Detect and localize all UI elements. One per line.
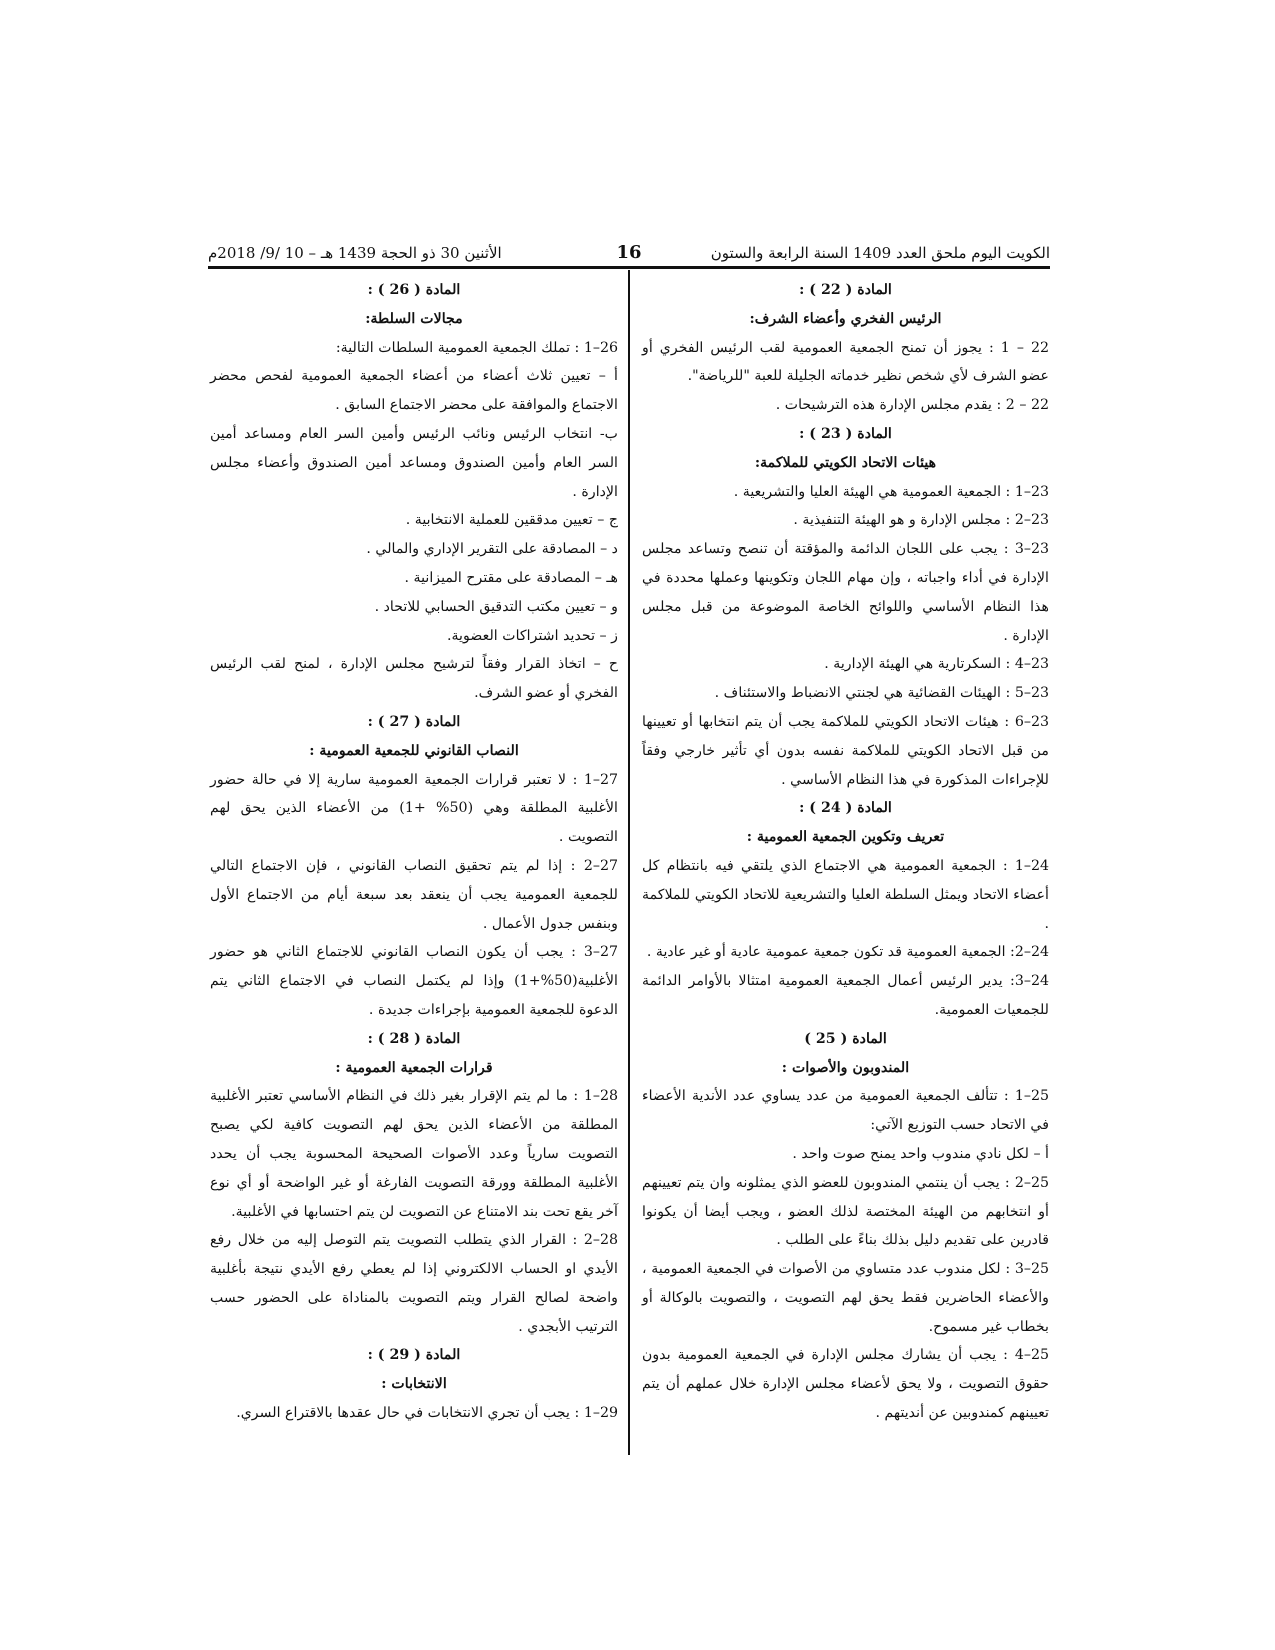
right-column (642, 276, 1049, 1428)
left-column (210, 276, 618, 1428)
article-clause: ح – اتخاذ القرار وفقاً لترشيح مجلس الإدارة ، لمنح لقب الرئيس الفخري أو عضو الشرف. (210, 656, 618, 702)
article-clause: 28–1 : ما لم يتم الإقرار بغير ذلك في النظام الأساسي تعتبر الأغلبية المطلقة من الأعضاء الذين يحق لهم التصويت كافية لكي يصبح التصويت سارياً وعدد الأصوات الصحيحة المحسوبة يجب أن يحدد الأغلبية المطلقة وورقة التصويت الفارغة أو غير الواضحة أو أي نوع آخر يقع تحت بند الامتناع عن التصويت لن يتم احتسابها في الأغلبية. (210, 1088, 618, 1220)
article-clause: 24–1 : الجمعية العمومية هي الاجتماع الذي يلتقي فيه بانتظام كل أعضاء الاتحاد ويمثل السلطة العليا والتشريعية للاتحاد الكويتي للملاكمة . (642, 857, 1049, 932)
article-clause: 25–3 : لكل مندوب عدد متساوي من الأصوات في الجمعية العمومية ، والأعضاء الحاضرين فقط يحق لهم التصويت ، والتصويت بالوكالة أو بخطاب غير مسموح. (642, 1261, 1049, 1335)
article-heading: مجالات السلطة: (365, 310, 463, 327)
page-number: 16 (616, 242, 642, 263)
article-clause: 23–2 : مجلس الإدارة و هو الهيئة التنفيذية . (793, 512, 1049, 529)
article-clause: 25–1 : تتألف الجمعية العمومية من عدد يساوي عدد الأندية الأعضاء في الاتحاد حسب التوزيع الآتي: (642, 1088, 1049, 1134)
article-heading: المادة ( 27 ) : (367, 713, 461, 730)
article-clause: 27–3 : يجب أن يكون النصاب القانوني للاجتماع الثاني هو حضور الأغلبية(50%+1) وإذا لم يكتمل النصاب في الاجتماع الثاني يتم الدعوة للجمعية العمومية بإجراءات جديدة . (210, 944, 618, 1018)
article-clause: ب- انتخاب الرئيس ونائب الرئيس وأمين السر العام ومساعد أمين السر العام وأمين الصندوق ومساعد أمين الصندوق وأعضاء مجلس الإدارة . (210, 425, 618, 500)
column-divider (628, 270, 630, 1455)
article-heading: المندوبون والأصوات : (781, 1059, 910, 1076)
article-clause: 23–3 : يجب على اللجان الدائمة والمؤقتة أن تنصح وتساعد مجلس الإدارة في أداء واجباته ، وإن مهام اللجان وتكوينها وعملها محددة في هذا النظام الأساسي واللوائح الخاصة الموضوعة من قبل مجلس الإدارة . (642, 541, 1049, 644)
article-clause: 24–3: يدير الرئيس أعمال الجمعية العمومية امتثالا بالأوامر الدائمة للجمعيات العمومية. (642, 973, 1049, 1018)
article-heading: الرئيس الفخري وأعضاء الشرف: (749, 310, 942, 327)
page-header (208, 240, 1050, 268)
article-clause: 29–1 : يجب أن تجري الانتخابات في حال عقدها بالاقتراع السري. (236, 1405, 618, 1422)
article-clause: 22 – 1 : يجوز أن تمنح الجمعية العمومية لقب الرئيس الفخري أو عضو الشرف لأي شخص نظير خدماته الجليلة للعبة "للرياضة". (642, 339, 1049, 385)
article-clause: 27–2 : إذا لم يتم تحقيق النصاب القانوني ، فإن الاجتماع التالي للجمعية العمومية يجب أن ينعقد بعد سبعة أيام من الاجتماع الأول وبنفس جدول الأعمال . (210, 857, 618, 932)
article-clause: 26–1 : تملك الجمعية العمومية السلطات التالية: (335, 339, 618, 356)
article-heading: تعريف وتكوين الجمعية العمومية : (746, 829, 945, 846)
article-clause: ز – تحديد اشتراكات العضوية. (446, 627, 618, 644)
article-clause: و – تعيين مكتب التدقيق الحسابي للاتحاد . (374, 598, 618, 615)
issue-date: الأثنين 30 ذو الحجة 1439 هـ – 10 /9/ 2018م (208, 244, 502, 262)
article-clause: 23–4 : السكرتارية هي الهيئة الإدارية . (824, 656, 1049, 673)
article-clause: 25–4 : يجب أن يشارك مجلس الإدارة في الجمعية العمومية بدون حقوق التصويت ، ولا يحق لأعضاء مجلس الإدارة خلال عملهم أن يتم تعيينهم كمندوبين عن أنديتهم . (642, 1347, 1049, 1422)
article-clause: أ – لكل نادي مندوب واحد يمنح صوت واحد . (792, 1145, 1049, 1162)
article-heading: المادة ( 26 ) : (367, 282, 461, 298)
article-heading: المادة ( 23 ) : (799, 425, 892, 442)
article-clause: 28–2 : القرار الذي يتطلب التصويت يتم التوصل إليه من خلال رفع الأيدي او الحساب الالكتروني إذا لم يعطي رفع الأيدي نتيجة بأغلبية واضحة لصالح القرار ويتم التصويت بالمناداة على الحضور حسب الترتيب الأبجدي . (210, 1232, 618, 1335)
article-clause: 24–2: الجمعية العمومية قد تكون جمعية عمومية عادية أو غير عادية . (646, 944, 1049, 961)
article-clause: 23–5 : الهيئات القضائية هي لجنتي الانضباط والاستئناف . (714, 685, 1049, 702)
article-heading: النصاب القانوني للجمعية العمومية : (309, 742, 519, 759)
article-clause: أ – تعيين ثلاث أعضاء من أعضاء الجمعية العمومية لفحص محضر الاجتماع والموافقة على محضر الاجتماع السابق . (210, 368, 618, 414)
article-clause: ج – تعيين مدققين للعملية الانتخابية . (405, 512, 618, 529)
article-heading: الانتخابات : (381, 1376, 447, 1393)
gazette-issue-info: الكويت اليوم ملحق العدد 1409 السنة الرابعة والستون (710, 244, 1050, 262)
article-heading: قرارات الجمعية العمومية : (335, 1059, 493, 1076)
article-heading: هيئات الاتحاد الكويتي للملاكمة: (754, 454, 937, 471)
header-divider (208, 266, 1050, 269)
article-clause: د – المصادقة على التقرير الإداري والمالي . (366, 541, 618, 558)
article-heading: المادة ( 25 ) (804, 1030, 887, 1047)
article-clause: هـ – المصادقة على مقترح الميزانية . (404, 569, 618, 586)
article-clause: 25–2 : يجب أن ينتمي المندوبون للعضو الذي يمثلونه وان يتم تعيينهم أو انتخابهم من الهيئة المختصة لذلك العضو ، ويجب أيضا أن يكونوا قادرين على تقديم دليل بذلك بناءً على الطلب . (642, 1174, 1049, 1249)
article-heading: المادة ( 24 ) : (799, 800, 892, 817)
article-heading: المادة ( 29 ) : (367, 1347, 461, 1364)
article-clause: 23–1 : الجمعية العمومية هي الهيئة العليا والتشريعية . (733, 483, 1049, 500)
article-clause: 22 – 2 : يقدم مجلس الإدارة هذه الترشيحات . (775, 397, 1049, 414)
article-clause: 23–6 : هيئات الاتحاد الكويتي للملاكمة يجب أن يتم انتخابها أو تعيينها من قبل الاتحاد الكويتي للملاكمة نفسه بدون أي تأثير خارجي وفقاً للإجراءات المذكورة في هذا النظام الأساسي . (642, 713, 1049, 788)
article-heading: المادة ( 28 ) : (367, 1030, 461, 1047)
article-clause: 27–1 : لا تعتبر قرارات الجمعية العمومية سارية إلا في حالة حضور الأغلبية المطلقة وهي (50% +1) من الأعضاء الذين يحق لهم التصويت . (210, 771, 618, 846)
article-heading: المادة ( 22 ) : (799, 282, 892, 298)
